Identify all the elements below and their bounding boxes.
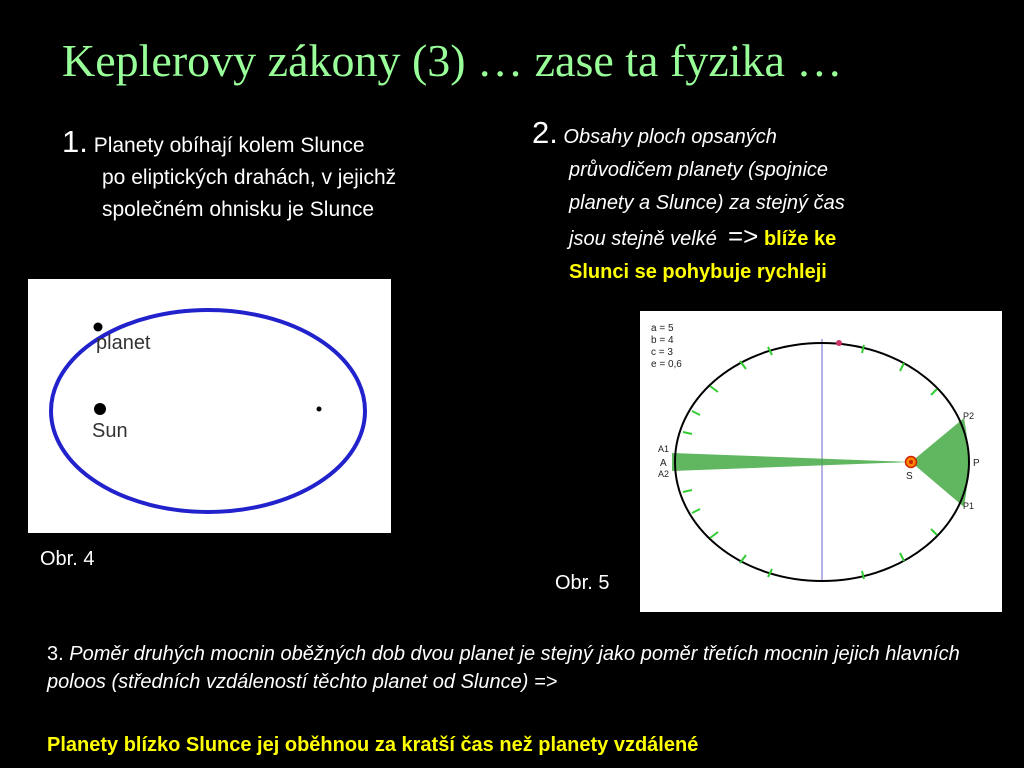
figure4-planet-dot (94, 323, 103, 332)
law2-highlight-a: blíže ke (763, 228, 837, 250)
figure4-caption: Obr. 4 (40, 548, 95, 570)
figure5-label-p: P (973, 458, 980, 469)
figure5-sun-center (909, 460, 913, 464)
figure5-image (640, 311, 1002, 612)
slide-title: Keplerovy zákony (3) … zase ta fyzika … (62, 35, 843, 86)
figure4-planet-label: planet (96, 332, 151, 354)
figure5-caption: Obr. 5 (555, 572, 610, 594)
law3-paragraph (47, 640, 1007, 696)
figure5-label-a2: A2 (658, 469, 670, 479)
figure5-label-a: A (660, 458, 667, 469)
figure4-ellipse-diagram (28, 279, 391, 533)
figure5-kepler-diagram (640, 311, 1002, 612)
figure5-param-e: e = 0,6 (651, 359, 682, 370)
law1-line3: společném ohnisku je Slunce (102, 198, 374, 221)
figure4-sun-label: Sun (92, 420, 128, 442)
law2-line4 (532, 220, 952, 256)
law2-paragraph (532, 116, 952, 289)
figure5-params (651, 323, 682, 370)
figure5-param-b: b = 4 (651, 335, 674, 346)
figure4-image (28, 279, 391, 533)
law2-line1: Obsahy ploch opsaných (563, 126, 777, 148)
law2-line3: planety a Slunce) za stejný čas (569, 192, 845, 214)
figure5-label-a1: A1 (658, 444, 670, 454)
figure5-param-a: a = 5 (651, 323, 674, 334)
figure4-sun-dot (94, 403, 106, 415)
law3-conclusion: Planety blízko Slunce jej oběhnou za kratší čas než planety vzdálené (47, 734, 699, 756)
figure5-param-c: c = 3 (651, 347, 673, 358)
law1-paragraph (62, 126, 482, 226)
figure4-empty-focus (317, 407, 322, 412)
figure5-label-p2: P2 (963, 411, 975, 421)
figure5-label-s: S (906, 471, 913, 482)
law2-arrow: => (728, 221, 759, 251)
law1-number: 1. (62, 124, 88, 159)
law2-number: 2. (532, 115, 558, 150)
figure5-sector-far (672, 453, 911, 471)
law3-text: Poměr druhých mocnin oběžných dob dvou planet je stejný jako poměr třetích mocnin jejich hlavních poloos (středních vzdáleností těchto planet od Slunce) => (47, 643, 960, 693)
law2-line4-italic: jsou stejně velké (569, 228, 717, 250)
figure5-planet-dot (836, 340, 842, 346)
law2-line2: průvodičem planety (spojnice (569, 159, 829, 181)
law1-line1: Planety obíhají kolem Slunce (93, 134, 365, 157)
law1-line2: po eliptických drahách, v jejichž (102, 166, 397, 189)
figure5-sector-near (911, 418, 969, 507)
law3-prefix: 3. (47, 643, 64, 665)
law2-highlight-b: Slunci se pohybuje rychleji (569, 261, 827, 283)
figure5-label-p1: P1 (963, 501, 975, 511)
